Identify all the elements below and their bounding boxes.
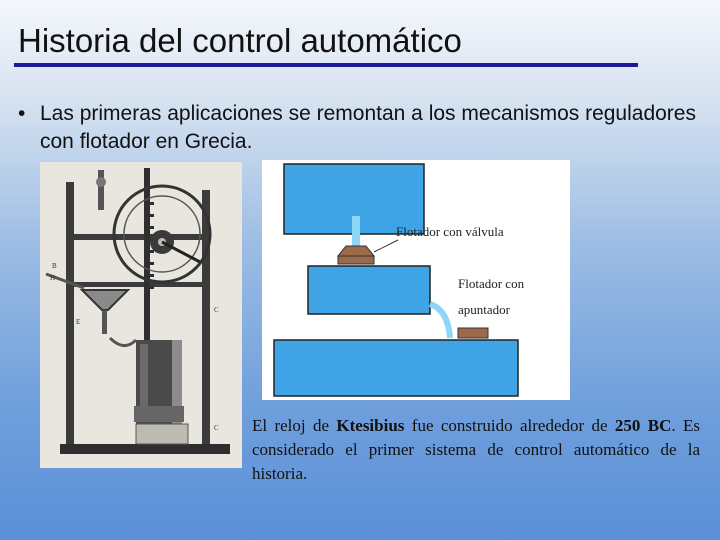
caption-name: Ktesibius — [336, 416, 405, 435]
label-float-valve: Flotador con válvula — [396, 224, 504, 239]
caption-date: 250 BC — [614, 416, 672, 435]
caption-text — [252, 414, 700, 486]
caption-part1: El reloj de — [252, 416, 337, 435]
slide-title: Historia del control automático — [18, 22, 462, 59]
ktesibius-clock-engraving — [40, 162, 242, 468]
svg-text:C: C — [214, 306, 219, 314]
caption-part2: fue construido alrededor de — [404, 416, 615, 435]
feed-stream — [352, 216, 360, 246]
engraving-drawing — [40, 162, 242, 468]
caption-part3: . Es considerado el primer sistema de control automático de la historia. — [252, 416, 701, 483]
middle-tank — [308, 266, 430, 314]
bullet-point — [18, 100, 698, 156]
outflow-stream — [430, 304, 450, 338]
label-float-pointer-line1: Flotador con — [458, 276, 525, 291]
bullet-marker: • — [18, 102, 26, 125]
pointer-float — [458, 328, 488, 338]
svg-text:E: E — [76, 318, 81, 326]
bottom-tank — [274, 340, 518, 396]
valve-float — [338, 246, 374, 256]
svg-text:C: C — [214, 424, 219, 432]
svg-text:H: H — [50, 274, 56, 282]
svg-text:B: B — [52, 262, 57, 270]
bullet-text: Las primeras aplicaciones se remontan a los mecanismos reguladores con flotador en Grecia. — [40, 102, 696, 153]
title-underline — [14, 63, 638, 67]
diagram-drawing — [262, 160, 570, 400]
label-float-pointer-line2: apuntador — [458, 302, 510, 317]
float-regulator-diagram — [262, 160, 570, 400]
